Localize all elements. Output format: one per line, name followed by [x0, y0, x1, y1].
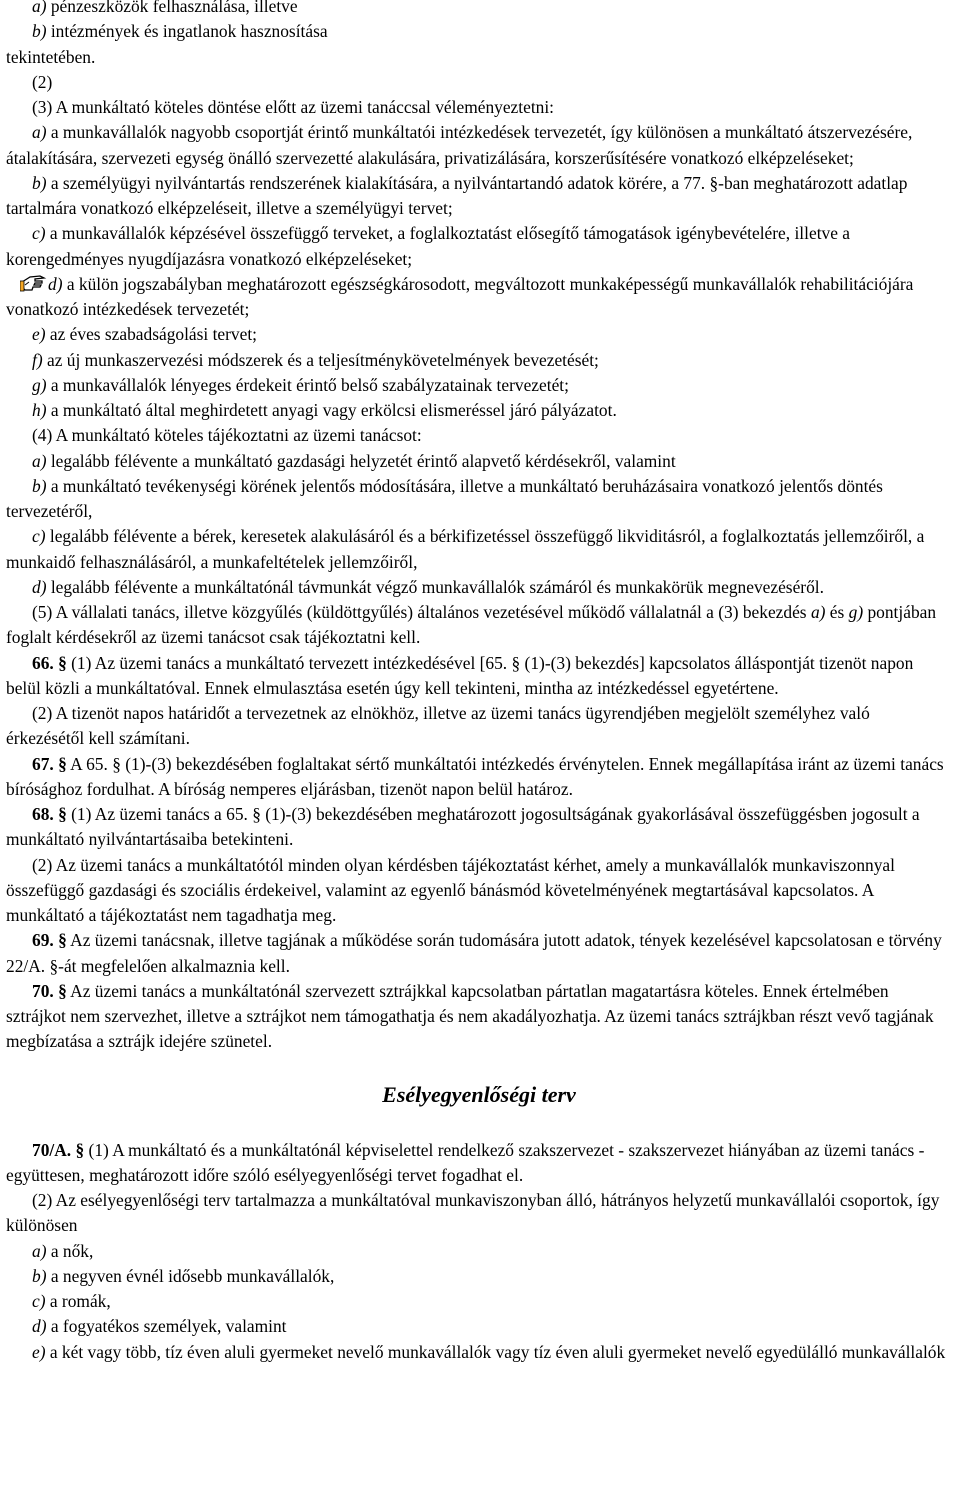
list-item: e) az éves szabadságolási tervet; — [32, 324, 258, 345]
section-68: 68. § (1) Az üzemi tanács a 65. § (1)-(3) bekezdésében meghatározott jogosultságának gyakorlásával összefüggésben jogosult a munkáltató nyilvántartásaiba betekinteni. — [6, 804, 920, 850]
paragraph: (4) A munkáltató köteles tájékoztatni az üzemi tanácsot: — [32, 425, 422, 446]
list-item: d) a fogyatékos személyek, valamint — [32, 1316, 287, 1337]
paragraph: (2) A tizenöt napos határidőt a tervezetnek az elnökhöz, illetve az üzemi tanács ügyrendjében megjelölt személyhez való érkezésétől kell számítani. — [6, 703, 870, 749]
section-66: 66. § (1) Az üzemi tanács a munkáltató tervezett intézkedésével [65. § (1)-(3) bekezdés] kapcsolatos álláspontját tizenöt napon belül közli a munkáltatóval. Ennek elmulasztása esetén úgy kell tekinteni, mintha az intézkedéssel egyetértene. — [6, 652, 914, 698]
list-item: g) a munkavállalók lényeges érdekeit érintő belső szabályzatainak tervezetét; — [32, 374, 569, 395]
paragraph: (2) Az üzemi tanács a munkáltatótól minden olyan kérdésben tájékoztatást kérhet, amely a munkavállalók munkaviszonnyal összefüggő gazdasági és szociális érdekeivel, valamint az egyenlő bánásmód követelményének megtartásával kapcsolatos. A munkáltató a tájékoztatást nem tagadhatja meg. — [6, 854, 895, 925]
list-item: h) a munkáltató által meghirdetett anyagi vagy erkölcsi elismeréssel járó pályázatot. — [32, 400, 617, 420]
section-70a: 70/A. § (1) A munkáltató és a munkáltatónál képviselettel rendelkező szakszervezet - szakszervezet hiányában az üzemi tanács - együttesen, meghatározott időre szóló esélyegyenlőségi tervet fogadhat el. — [6, 1139, 925, 1185]
list-item-amended: d) a külön jogszabályban meghatározott egészségkárosodott, megváltozott munkaképességű munkavállalók rehabilitációjára vonatkozó intézkedések tervezetét; — [6, 273, 914, 319]
document-page — [6, 0, 952, 1365]
list-item: f) az új munkaszervezési módszerek és a teljesítménykövetelmények bevezetését; — [32, 349, 599, 370]
list-item: c) a romák, — [32, 1291, 111, 1311]
section-67: 67. § A 65. § (1)-(3) bekezdésében foglaltakat sértő munkáltatói intézkedés érvénytelen. Ennek megállapítása iránt az üzemi tanács bírósághoz fordulhat. A bíróság nemperes eljárásban, tizenöt napon belül határoz. — [6, 753, 944, 799]
list-item: a) a nők, — [32, 1240, 94, 1261]
paragraph-number: (2) — [32, 71, 53, 92]
list-item: a) legalább félévente a munkáltató gazdasági helyzetét érintő alapvető kérdésekről, valamint — [32, 450, 676, 471]
list-item: b) a munkáltató tevékenységi körének jelentős módosítására, illetve a munkáltató beruházásaira vonatkozó jelentős döntés tervezetéről, — [6, 475, 883, 521]
pointing-hand-icon[interactable] — [20, 273, 48, 293]
section-heading: Esélyegyenlőségi terv — [382, 1081, 576, 1107]
list-item: b) a személyügyi nyilvántartás rendszerének kialakítására, a nyilvántartandó adatok körére, a 77. §-ban meghatározott adatlap tartalmára vonatkozó elképzeléseit, illetve a személyügyi tervet; — [6, 172, 908, 218]
list-item: b) intézmények és ingatlanok hasznosítása — [32, 21, 328, 42]
list-item: a) pénzeszközök felhasználása, illetve — [32, 0, 298, 16]
paragraph: (5) A vállalati tanács, illetve közgyűlés (küldöttgyűlés) általános vezetésével működő vállalatnál a (3) bekezdés a) és g) pontjában foglalt kérdésekről az üzemi tanácsot csak tájékoztatni kell. — [6, 602, 937, 648]
paragraph: (3) A munkáltató köteles döntése előtt az üzemi tanáccsal véleményeztetni: — [32, 97, 555, 117]
list-item: d) legalább félévente a munkáltatónál távmunkát végző munkavállalók számáról és munkakörük megnevezéséről. — [32, 576, 824, 597]
paragraph: (2) Az esélyegyenlőségi terv tartalmazza a munkáltatóval munkaviszonyban álló, hátrányos helyzetű munkavállalói csoportok, így különösen — [6, 1190, 940, 1236]
section-69: 69. § Az üzemi tanácsnak, illetve tagjának a működése során tudomására jutott adatok, tények kezelésével kapcsolatosan e törvény 22/A. §-át megfelelően alkalmaznia kell. — [6, 930, 942, 976]
list-item: b) a negyven évnél idősebb munkavállalók, — [32, 1265, 335, 1286]
list-item: e) a két vagy több, tíz éven aluli gyermeket nevelő munkavállalók vagy tíz éven aluli gyermeket nevelő egyedülálló munkavállalók — [32, 1341, 946, 1362]
paragraph: tekintetében. — [6, 46, 96, 67]
list-item: a) a munkavállalók nagyobb csoportját érintő munkáltatói intézkedések tervezetét, így különösen a munkáltató átszervezésére, átalakítására, szervezeti egység önálló szervezetté alakulására, privatizálására, korszerűsítésére vonatkozó elképzeléseket; — [6, 122, 913, 168]
list-item: c) a munkavállalók képzésével összefüggő terveket, a foglalkoztatást elősegítő támogatások igénybevételére, illetve a korengedményes nyugdíjazásra vonatkozó elképzeléseket; — [6, 223, 851, 269]
list-item: c) legalább félévente a bérek, keresetek alakulásáról és a bérkifizetéssel összefüggő likviditásról, a foglalkoztatás jellemzőiről, a munkaidő felhasználásáról, a munkafeltételek jellemzőiről, — [6, 526, 925, 572]
section-70: 70. § Az üzemi tanács a munkáltatónál szervezett sztrájkkal kapcsolatban pártatlan magatartásra köteles. Ennek értelmében sztrájkot nem szervezhet, illetve a sztrájkot nem támogathatja és nem akadályozhatja. Az üzemi tanács sztrájkban részt vevő tagjának megbízatása a sztrájk idejére szünetel. — [6, 980, 934, 1052]
